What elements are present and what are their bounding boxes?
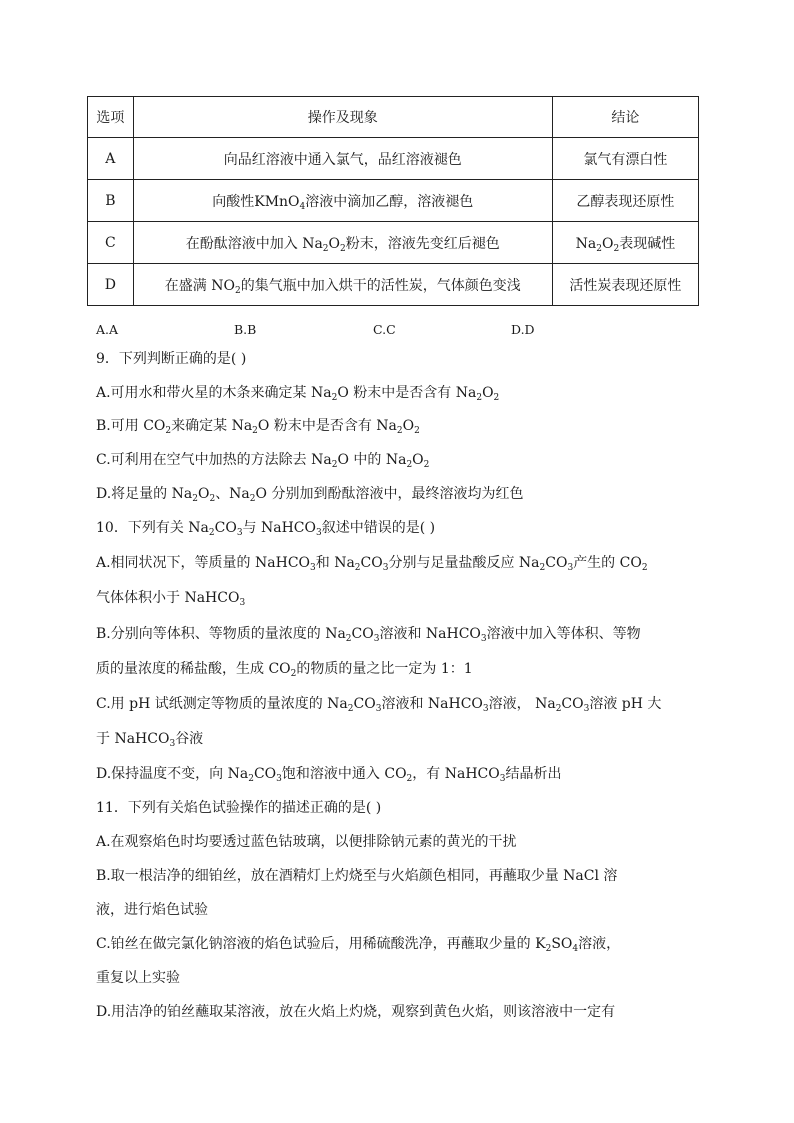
- answer-option-a: A.A: [96, 322, 119, 337]
- q11-option-a: A.在观察焰色时均要透过蓝色钴玻璃，以便排除钠元素的黄光的干扰: [96, 834, 517, 850]
- q9-stem: 9．下列判断正确的是( ): [96, 351, 247, 367]
- table-row: [88, 222, 699, 264]
- q11-option-c-line1: C.铂丝在做完氯化钠溶液的焰色试验后，用稀硫酸洗净，再蘸取少量的 $K_2SO_4$溶液，: [96, 936, 621, 954]
- table-header-row: [88, 97, 699, 138]
- table-row: [88, 264, 699, 306]
- q10-option-c-line2: 于 NaHCO$_3$谷液: [96, 731, 204, 749]
- row-conclusion: 乙醇表现还原性: [552, 180, 698, 222]
- q11-option-b-line2: 液，进行焰色试验: [96, 902, 208, 918]
- q11-option-b-line1: B.取一根洁净的细铂丝，放在酒精灯上灼烧至与火焰颜色相同，再蘸取少量 NaCl 溶: [96, 868, 618, 884]
- header-operation: 操作及现象: [133, 97, 552, 138]
- answer-options: [96, 322, 696, 338]
- q10-option-d: D.保持温度不变，向 $Na_2CO_3$饱和溶液中通入 $CO_2$，有 NaHCO$_3$结晶析出: [96, 766, 562, 784]
- q9-option-a: A.可用水和带火星的木条来确定某 $Na_2O$ 粉末中是否含有 $Na_2O_2$: [96, 385, 500, 403]
- q10-option-a-line2: 气体体积小于 NaHCO$_3$: [96, 590, 246, 608]
- table-row: [88, 138, 699, 180]
- row-conclusion: 氯气有漂白性: [552, 138, 698, 180]
- q9-option-b: B.可用 $CO_2$来确定某 $Na_2O$ 粉末中是否含有 $Na_2O_2$: [96, 418, 420, 436]
- q10-stem: 10．下列有关 $Na_2CO_3$与 NaHCO$_3$叙述中错误的是( ): [96, 520, 436, 538]
- q9-option-c: C.可利用在空气中加热的方法除去 $Na_2O$ 中的 $Na_2O_2$: [96, 452, 430, 470]
- answer-option-c: C.C: [373, 322, 396, 337]
- q11-option-c-line2: 重复以上实验: [96, 970, 180, 986]
- table-row: [88, 180, 699, 222]
- header-conclusion: 结论: [552, 97, 698, 138]
- q10-option-b-line1: B.分别向等体积、等物质的量浓度的 $Na_2CO_3$溶液和 NaHCO$_3$溶液中加入等体积、等物: [96, 626, 641, 644]
- row-option: D: [88, 264, 134, 306]
- row-option: B: [88, 180, 134, 222]
- header-option: 选项: [88, 97, 134, 138]
- question-table: [87, 96, 699, 306]
- q10-option-b-line2: 质的量浓度的稀盐酸，生成 $CO_2$的物质的量之比一定为 1：1: [96, 661, 473, 679]
- row-option: A: [88, 138, 134, 180]
- q9-option-d: D.将足量的 $Na_2O_2$、$Na_2O$ 分别加到酚酞溶液中，最终溶液均为红色: [96, 486, 524, 504]
- row-option: C: [88, 222, 134, 264]
- q10-option-c-line1: C.用 pH 试纸测定等物质的量浓度的 $Na_2CO_3$溶液和 NaHCO$_3$溶液， $Na_2CO_3$溶液 pH 大: [96, 696, 662, 714]
- q10-option-a-line1: A.相同状况下，等质量的 NaHCO$_3$和 $Na_2CO_3$分别与足量盐酸反应 $Na_2CO_3$产生的 $CO_2$: [96, 555, 648, 573]
- row-conclusion: $Na_2O_2$表现碱性: [552, 222, 698, 264]
- answer-option-b: B.B: [234, 322, 257, 337]
- q11-option-d: D.用洁净的铂丝蘸取某溶液，放在火焰上灼烧，观察到黄色火焰，则该溶液中一定有: [96, 1004, 616, 1020]
- row-operation: 向品红溶液中通入氯气，品红溶液褪色: [133, 138, 552, 180]
- answer-option-d: D.D: [511, 322, 535, 337]
- row-conclusion: 活性炭表现还原性: [552, 264, 698, 306]
- q11-stem: 11．下列有关焰色试验操作的描述正确的是( ): [96, 800, 382, 816]
- row-operation: 向酸性KMnO$_4$溶液中滴加乙醇，溶液褪色: [133, 180, 552, 222]
- row-operation: 在盛满 $NO_2$的集气瓶中加入烘干的活性炭，气体颜色变浅: [133, 264, 552, 306]
- row-operation: 在酚酞溶液中加入 $Na_2O_2$粉末，溶液先变红后褪色: [133, 222, 552, 264]
